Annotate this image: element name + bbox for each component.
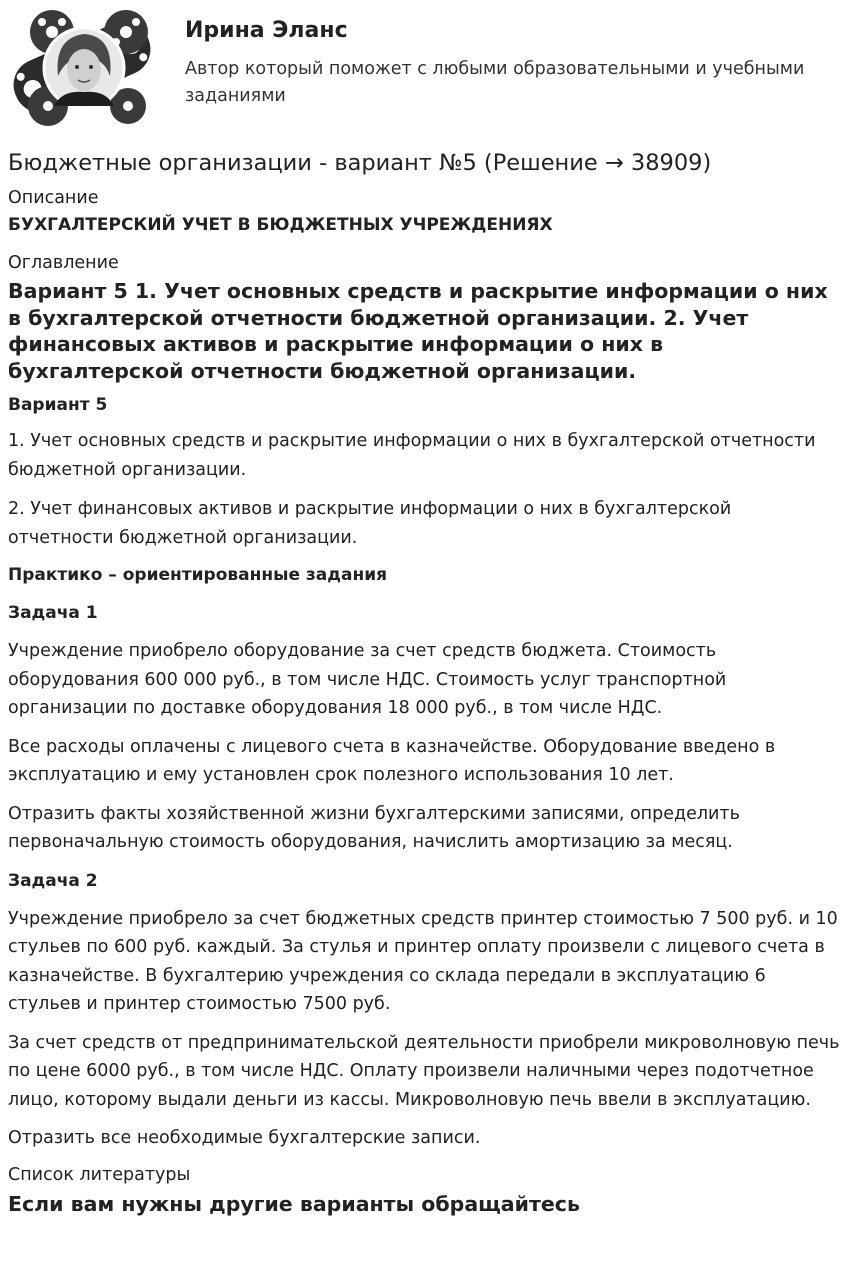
description-heading: БУХГАЛТЕРСКИЙ УЧЕТ В БЮДЖЕТНЫХ УЧРЕЖДЕНИЯХ <box>8 215 553 235</box>
task-1-paragraph-3: Отразить факты хозяйственной жизни бухгалтерскими записями, определить первоначальную стоимость оборудования, начислить амортизацию за месяц. <box>8 803 740 852</box>
item-2: 2. Учет финансовых активов и раскрытие информации о них в бухгалтерской отчетности бюджетной организации. <box>8 499 732 548</box>
toc-label: Оглавление <box>8 253 119 273</box>
author-description: Автор который поможет с любыми образовательными и учебными заданиями <box>185 59 805 106</box>
toc-text: Вариант 5 1. Учет основных средств и раскрытие информации о них в бухгалтерской отчетности бюджетной организации. 2. Учет финансовых активов и раскрытие информации о них в бухгалтерской отчетности бюджетной организации. <box>8 279 828 383</box>
description-label: Описание <box>8 188 99 208</box>
contact-call-to-action: Если вам нужны другие варианты обращайтесь <box>8 1191 580 1216</box>
author-name: Ирина Эланс <box>185 18 348 43</box>
task-2-paragraph-1: Учреждение приобрело за счет бюджетных средств принтер стоимостью 7 500 руб. и 10 стульев по 600 руб. каждый. За стулья и принтер оплату произвели с лицевого счета в казначействе. В бухгалтерию учреждения со склада передали в эксплуатацию 6 стульев и принтер стоимостью 7500 руб. <box>8 908 838 1014</box>
task-1-heading: Задача 1 <box>8 603 98 623</box>
literature-label: Список литературы <box>8 1164 191 1185</box>
practice-heading: Практико – ориентированные задания <box>8 565 388 585</box>
author-card <box>8 6 838 130</box>
task-2-heading: Задача 2 <box>8 870 98 891</box>
task-2-paragraph-2: За счет средств от предпринимательской деятельности приобрели микроволновую печь по цене 6000 руб., в том числе НДС. Оплату произвели наличными через подотчетное лицо, которому выдали деньги из кассы. Микроволновую печь ввели в эксплуатацию. <box>8 1032 840 1110</box>
document-content <box>8 147 840 1218</box>
film-reel-portrait-icon <box>8 6 156 128</box>
item-1: 1. Учет основных средств и раскрытие информации о них в бухгалтерской отчетности бюджетной организации. <box>8 431 816 480</box>
task-1-paragraph-1: Учреждение приобрело оборудование за счет средств бюджета. Стоимость оборудования 600 000 руб., в том числе НДС. Стоимость услуг транспортной организации по доставке оборудования 18 000 руб., в том числе НДС. <box>8 641 727 718</box>
task-1-paragraph-2: Все расходы оплачены с лицевого счета в казначействе. Оборудование введено в эксплуатацию и ему установлен срок полезного использования 10 лет. <box>8 736 776 785</box>
page-title: Бюджетные организации - вариант №5 (Решение → 38909) <box>8 150 712 176</box>
variant-heading: Вариант 5 <box>8 395 108 415</box>
task-2-paragraph-3: Отразить все необходимые бухгалтерские записи. <box>8 1128 481 1148</box>
